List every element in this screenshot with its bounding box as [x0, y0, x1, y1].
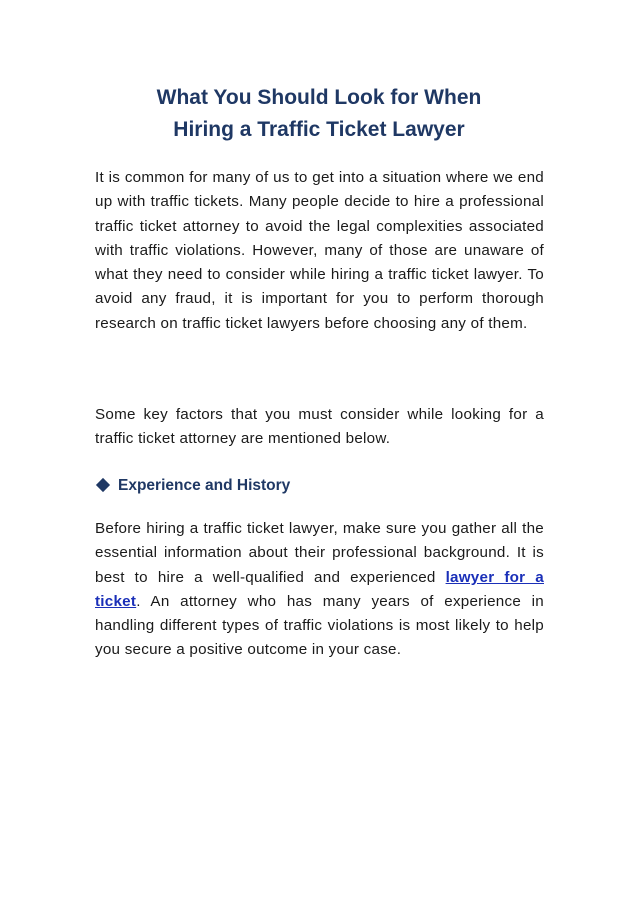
section-heading-label: Experience and History: [118, 477, 291, 494]
intro-paragraph: It is common for many of us to get into a situation where we end up with traffic tickets. Many people decide to hire a professional traffic ticket attorney to avoid the legal complexities associated with traffic violations. However, many of those are unaware of what they need to consider while hiring a traffic ticket lawyer. To avoid any fraud, it is important for you to perform thorough research on traffic ticket lawyers before choosing any of them.: [95, 169, 544, 332]
page-title: [60, 82, 578, 146]
lawyer-for-a-ticket-link[interactable]: lawyer for a ticket: [95, 568, 544, 610]
section-heading: [95, 474, 290, 498]
experience-text-before-link: Before hiring a traffic ticket lawyer, make sure you gather all the essential information about their professional background. It is best to hire a well-qualified and experienced: [95, 520, 544, 586]
experience-text-after-link: . An attorney who has many years of experience in handling different types of traffic violations is most likely to help you secure a positive outcome in your case.: [95, 592, 544, 659]
title-line-1: What You Should Look for When: [156, 86, 482, 109]
diamond-bullet-icon: [96, 478, 110, 492]
factors-paragraph: Some key factors that you must consider while looking for a traffic ticket attorney are mentioned below.: [95, 406, 544, 448]
experience-paragraph: [95, 517, 544, 663]
title-line-2: Hiring a Traffic Ticket Lawyer: [173, 118, 465, 141]
